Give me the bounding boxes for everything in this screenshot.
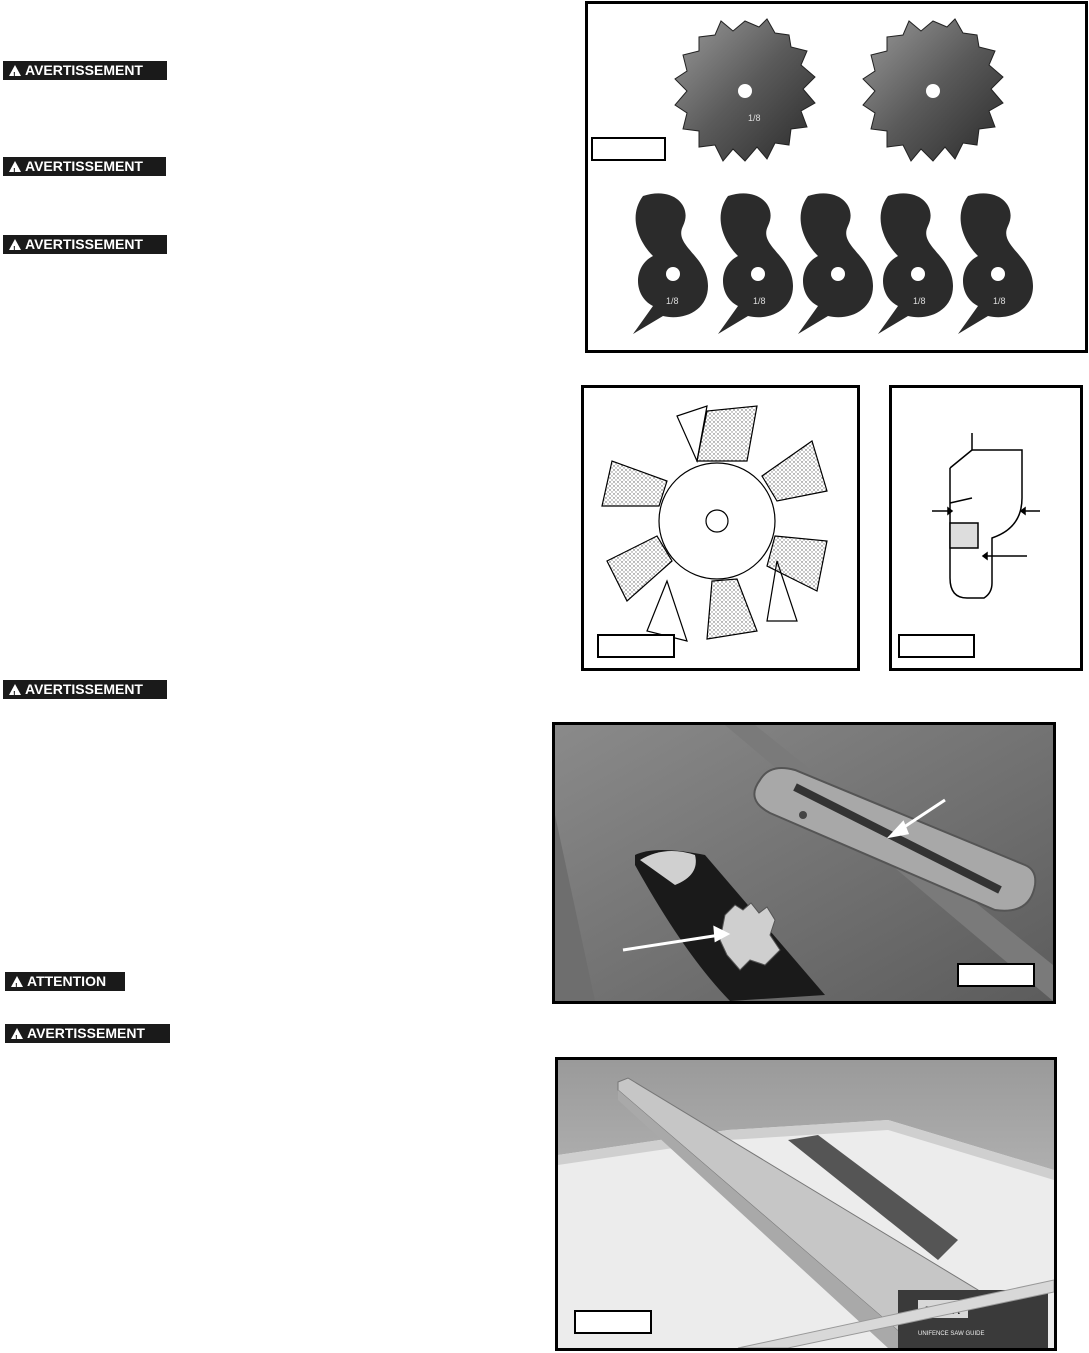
warning-label-4 — [3, 680, 167, 699]
figure-label-box — [898, 634, 975, 658]
figure-table-insert — [552, 722, 1056, 1004]
warning-triangle-icon — [9, 161, 21, 172]
warning-label-2 — [3, 157, 166, 176]
warning-triangle-icon — [11, 976, 23, 987]
warning-label-text: AVERTISSEMENT — [27, 1025, 145, 1041]
fence-product-text: UNIFENCE SAW GUIDE — [918, 1331, 985, 1337]
warning-triangle-icon — [9, 684, 21, 695]
table-insert-image — [555, 725, 1053, 1001]
blade-drawing — [584, 388, 857, 668]
attention-label — [5, 972, 125, 991]
figure-label-box — [574, 1310, 652, 1334]
attention-label-text: ATTENTION — [27, 973, 107, 989]
chipper-blades — [633, 193, 1033, 334]
chipper-mark: 1/8 — [748, 113, 761, 123]
figure-chipper-profile — [889, 385, 1083, 671]
warning-label-5 — [5, 1024, 170, 1043]
figure-label-box — [957, 963, 1035, 987]
figure-dado-blade-drawing — [581, 385, 860, 671]
fence-image — [558, 1060, 1054, 1348]
warning-label-text: AVERTISSEMENT — [25, 681, 143, 697]
warning-label-1 — [3, 61, 167, 80]
warning-triangle-icon — [9, 239, 21, 250]
chipper-mark: 1/8 — [913, 296, 926, 306]
figure-fence — [555, 1057, 1057, 1351]
outside-blade-left — [675, 19, 815, 161]
figure-label-box — [591, 137, 666, 161]
dado-set-image — [588, 4, 1085, 350]
chipper-mark: 1/8 — [666, 296, 679, 306]
outside-blade-right — [863, 19, 1003, 161]
chipper-profile-drawing — [892, 388, 1080, 668]
warning-triangle-icon — [11, 1028, 23, 1039]
chipper-mark: 1/8 — [993, 296, 1006, 306]
warning-label-text: AVERTISSEMENT — [25, 236, 143, 252]
warning-label-text: AVERTISSEMENT — [25, 62, 143, 78]
chipper-mark: 1/8 — [753, 296, 766, 306]
figure-label-box — [597, 634, 675, 658]
warning-label-text: AVERTISSEMENT — [25, 158, 143, 174]
figure-dado-set — [585, 1, 1088, 353]
warning-triangle-icon — [9, 65, 21, 76]
warning-label-3 — [3, 235, 167, 254]
